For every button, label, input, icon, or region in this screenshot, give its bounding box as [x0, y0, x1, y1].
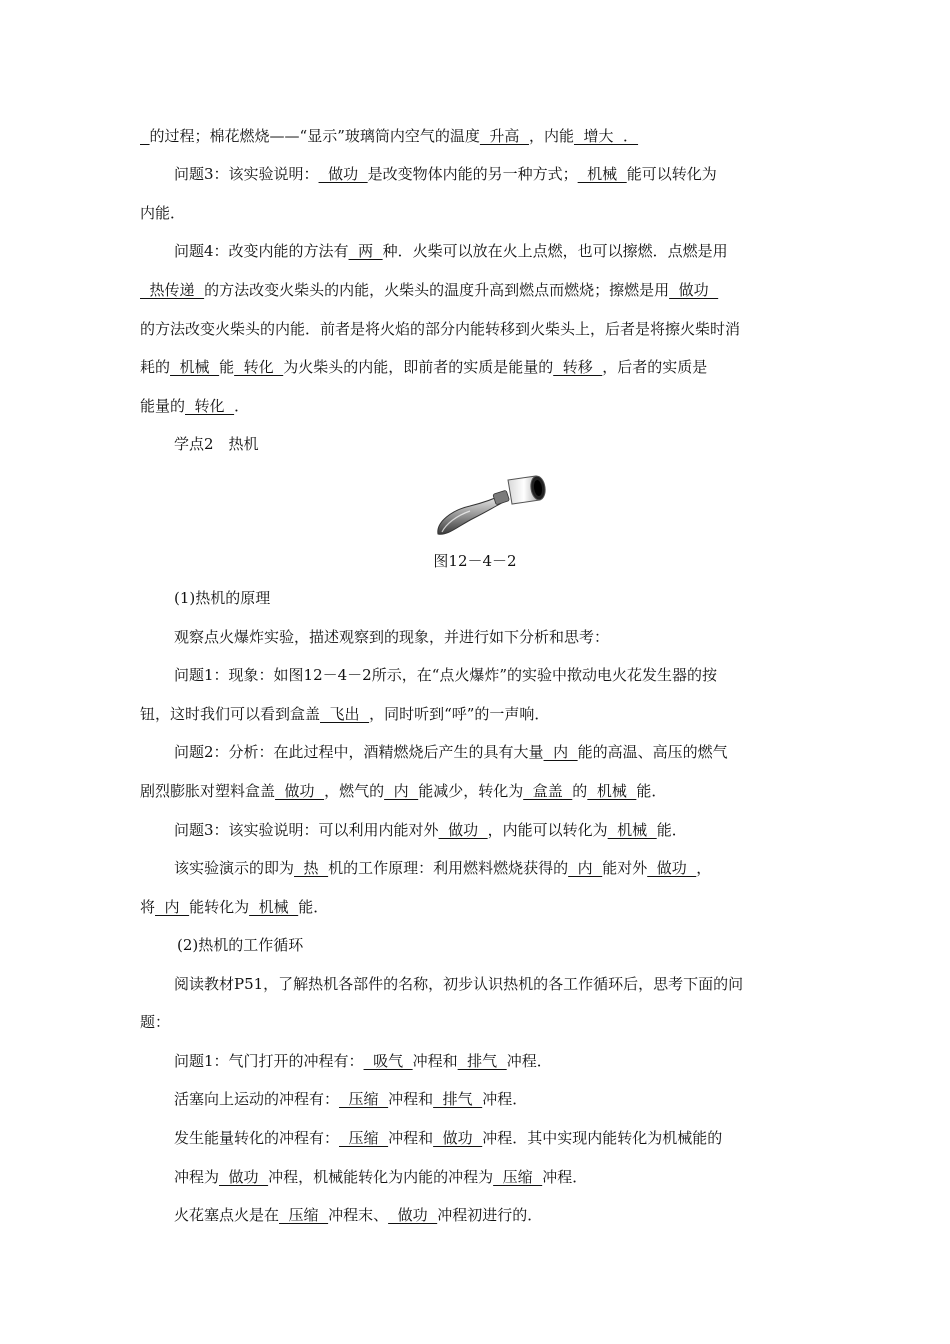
fill-in-answer: 热: [294, 859, 329, 877]
text-segment: 冲程为: [174, 1168, 220, 1186]
fill-in-answer: 做功: [318, 165, 368, 183]
text-segment: 题：: [140, 1013, 171, 1031]
fill-in-answer: 两: [348, 242, 383, 260]
fill-in-answer: 排气: [457, 1052, 507, 1070]
text-line: [140, 203, 820, 223]
text-segment: 发生能量转化的冲程有：: [174, 1129, 340, 1147]
fill-in-answer: 机械: [607, 821, 657, 839]
fill-in-answer: 内: [155, 898, 190, 916]
fill-in-answer: 热传递: [140, 281, 205, 299]
fill-in-answer: 机械: [587, 782, 637, 800]
text-segment: ，燃气的: [324, 782, 385, 800]
text-segment: ，内能: [528, 127, 574, 145]
text-line: [140, 280, 820, 300]
text-segment: 问题2：分析：在此过程中，酒精燃烧后产生的具有大量: [174, 743, 544, 761]
text-segment: 能．: [298, 898, 329, 916]
text-line: [174, 820, 854, 840]
fill-in-answer: 转化: [185, 397, 235, 415]
text-segment: 是改变物体内能的另一种方式；: [367, 165, 578, 183]
fill-in-answer: 做功: [388, 1206, 438, 1224]
text-segment: 种．火柴可以放在火上点燃，也可以擦燃．点燃是用: [382, 242, 728, 260]
fill-in-answer: [140, 127, 150, 145]
text-segment: 能．: [656, 821, 687, 839]
text-segment: 的过程；棉花燃烧——“显示”玻璃筒内空气的温度: [149, 127, 480, 145]
text-line: [174, 627, 854, 647]
text-line: [174, 1205, 854, 1225]
text-segment: 将: [140, 898, 156, 916]
text-line: [140, 357, 820, 377]
fill-in-answer: 压缩: [493, 1168, 543, 1186]
fill-in-answer: 做功: [275, 782, 325, 800]
text-line: [174, 1051, 854, 1071]
text-segment: 的方法改变火柴头的内能．前者是将火焰的部分内能转移到火柴头上，后者是将擦火柴时消: [140, 320, 741, 338]
text-segment: 为火柴头的内能，即前者的实质是能量的: [283, 358, 554, 376]
fill-in-answer: 盒盖: [523, 782, 573, 800]
ignition-explosion-apparatus-figure: [430, 470, 560, 542]
text-segment: 冲程．: [482, 1090, 528, 1108]
fill-in-answer: 机械: [249, 898, 299, 916]
text-segment: 问题1：现象：如图12－4－2所示，在“点火爆炸”的实验中揿动电火花发生器的按: [174, 666, 718, 684]
text-segment: 钮，这时我们可以看到盒盖: [140, 705, 321, 723]
fill-in-answer: 转化: [234, 358, 284, 376]
fill-in-answer: 做功: [433, 1129, 483, 1147]
text-segment: 冲程和: [412, 1052, 458, 1070]
fill-in-answer: 做功: [647, 859, 697, 877]
text-line: [140, 396, 820, 416]
text-line: [174, 241, 854, 261]
text-segment: 能: [219, 358, 235, 376]
text-segment: 能转化为: [189, 898, 250, 916]
text-segment: (1)热机的原理: [174, 589, 271, 607]
text-segment: 问题3：该实验说明：可以利用内能对外: [174, 821, 439, 839]
fill-in-answer: 吸气: [363, 1052, 413, 1070]
fill-in-answer: 排气: [433, 1090, 483, 1108]
text-segment: ，后者的实质是: [602, 358, 708, 376]
text-segment: 能对外: [602, 859, 648, 877]
text-line: [174, 665, 854, 685]
text-line: [174, 1167, 854, 1187]
fill-in-answer: 转移: [553, 358, 603, 376]
text-segment: 观察点火爆炸实验，描述观察到的现象，并进行如下分析和思考：: [174, 628, 610, 646]
figure-caption: 图12－4－2: [433, 552, 517, 570]
text-segment: 冲程．其中实现内能转化为机械能的: [482, 1129, 723, 1147]
fill-in-answer: 升高: [479, 127, 529, 145]
text-segment: ，内能可以转化为: [487, 821, 608, 839]
text-line: [140, 319, 820, 339]
fill-in-answer: 机械: [170, 358, 220, 376]
text-line: [174, 974, 854, 994]
fill-in-answer: 增大 ．: [573, 127, 639, 145]
text-segment: 能的高温、高压的燃气: [577, 743, 728, 761]
text-segment: ，: [696, 859, 712, 877]
text-segment: 机的工作原理：利用燃料燃烧获得的: [328, 859, 569, 877]
text-segment: 该实验演示的即为: [174, 859, 295, 877]
text-segment: 能可以转化为: [626, 165, 717, 183]
fill-in-answer: 内: [568, 859, 603, 877]
text-segment: 冲程末、: [328, 1206, 389, 1224]
text-segment: 的方法改变火柴头的内能，火柴头的温度升高到燃点而燃烧；擦燃是用: [204, 281, 670, 299]
text-segment: ．: [234, 397, 250, 415]
text-segment: 冲程和: [388, 1090, 434, 1108]
fill-in-answer: 内: [384, 782, 419, 800]
text-line: [140, 704, 820, 724]
text-line: [140, 126, 820, 146]
text-line: [177, 935, 857, 955]
text-line: [140, 1012, 820, 1032]
text-segment: 火花塞点火是在: [174, 1206, 280, 1224]
text-segment: 冲程．: [506, 1052, 552, 1070]
text-line: [140, 781, 820, 801]
text-segment: 学点2 热机: [174, 435, 259, 453]
text-line: [174, 434, 854, 454]
text-line: [174, 858, 854, 878]
fill-in-answer: 压缩: [339, 1129, 389, 1147]
fill-in-answer: 做功: [438, 821, 488, 839]
text-segment: 的: [572, 782, 588, 800]
text-segment: 冲程，机械能转化为内能的冲程为: [268, 1168, 494, 1186]
fill-in-answer: 压缩: [339, 1090, 389, 1108]
text-segment: 剧烈膨胀对塑料盒盖: [140, 782, 276, 800]
text-line: [174, 1089, 854, 1109]
text-line: [174, 588, 854, 608]
text-segment: 冲程．: [542, 1168, 588, 1186]
text-line: [174, 1128, 854, 1148]
text-segment: 冲程和: [388, 1129, 434, 1147]
text-segment: 能减少，转化为: [418, 782, 524, 800]
text-segment: 问题1：气门打开的冲程有：: [174, 1052, 364, 1070]
text-segment: ，同时听到“呼”的一声响．: [369, 705, 550, 723]
fill-in-answer: 压缩: [279, 1206, 329, 1224]
text-segment: 冲程初进行的．: [437, 1206, 543, 1224]
text-segment: 能．: [636, 782, 667, 800]
fill-in-answer: 飞出: [320, 705, 370, 723]
text-segment: 内能．: [140, 204, 186, 222]
text-segment: 阅读教材P51，了解热机各部件的名称，初步认识热机的各工作循环后，思考下面的问: [174, 975, 744, 993]
text-line: [174, 742, 854, 762]
fill-in-answer: 内: [543, 743, 578, 761]
text-segment: (2)热机的工作循环: [177, 936, 304, 954]
fill-in-answer: 机械: [577, 165, 627, 183]
text-segment: 活塞向上运动的冲程有：: [174, 1090, 340, 1108]
text-segment: 耗的: [140, 358, 171, 376]
text-segment: 问题4：改变内能的方法有: [174, 242, 349, 260]
fill-in-answer: 做功: [219, 1168, 269, 1186]
text-line: [140, 897, 820, 917]
text-segment: 能量的: [140, 397, 186, 415]
text-segment: 问题3：该实验说明：: [174, 165, 319, 183]
fill-in-answer: 做功: [669, 281, 719, 299]
text-line: [174, 164, 854, 184]
